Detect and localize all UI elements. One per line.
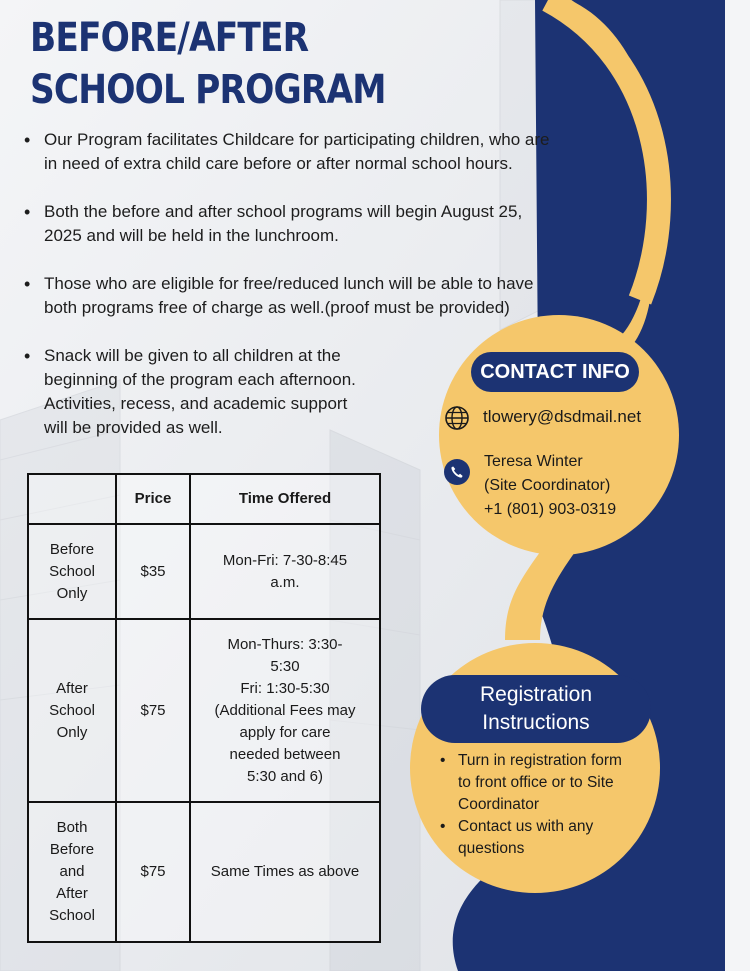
coordinator-details	[484, 450, 616, 522]
title-line-2: SCHOOL PROGRAM	[30, 67, 386, 113]
email-link[interactable]: tlowery@dsdmail.net	[483, 407, 642, 426]
list-item: • Turn in registration form to front office or to Site Coordinator	[438, 750, 658, 816]
price-cell: $75	[116, 802, 190, 942]
table-header-row	[28, 474, 380, 524]
table-header-blank	[28, 474, 116, 524]
program-name-cell: Before School Only	[28, 524, 116, 619]
time-cell: Mon-Fri: 7-30-8:45 a.m.	[190, 524, 380, 619]
program-name-cell: After School Only	[28, 619, 116, 802]
coordinator-role: (Site Coordinator)	[484, 477, 611, 494]
list-item: • Those who are eligible for free/reduced lunch will be able to have both programs free of charge as well.(proof must be provided)	[22, 272, 622, 320]
registration-list	[438, 750, 658, 860]
pricing-table	[27, 473, 381, 943]
table-row	[28, 802, 380, 942]
phone-icon	[444, 459, 470, 485]
phone-number[interactable]: +1 (801) 903-0319	[484, 501, 617, 518]
list-item: • Snack will be given to all children at the beginning of the program each afternoon. Activities, recess, and academic support will be provided as well.	[22, 344, 399, 440]
time-cell: Same Times as above	[190, 802, 380, 942]
contact-info-heading: CONTACT INFO	[471, 352, 639, 392]
list-item: • Both the before and after school programs will begin August 25, 2025 and will be held in the lunchroom.	[22, 200, 622, 248]
email-row	[444, 405, 470, 431]
phone-row	[444, 459, 470, 485]
program-name-cell: Both Before and After School	[28, 802, 116, 942]
table-header-time: Time Offered	[190, 474, 380, 524]
time-cell: Mon-Thurs: 3:30- 5:30 Fri: 1:30-5:30 (Additional Fees may apply for care needed between 5:30 and 6)	[190, 619, 380, 802]
coordinator-name: Teresa Winter	[484, 453, 583, 470]
table-row	[28, 524, 380, 619]
registration-heading: Registration Instructions	[421, 675, 651, 743]
globe-icon	[444, 405, 470, 431]
price-cell: $35	[116, 524, 190, 619]
list-item: • Our Program facilitates Childcare for participating children, who are in need of extra child care before or after normal school hours.	[22, 128, 622, 176]
table-header-price: Price	[116, 474, 190, 524]
list-item: • Contact us with any questions	[438, 816, 658, 860]
title-line-1: BEFORE/AFTER	[30, 15, 309, 61]
price-cell: $75	[116, 619, 190, 802]
page-title	[30, 12, 386, 116]
table-row	[28, 619, 380, 802]
